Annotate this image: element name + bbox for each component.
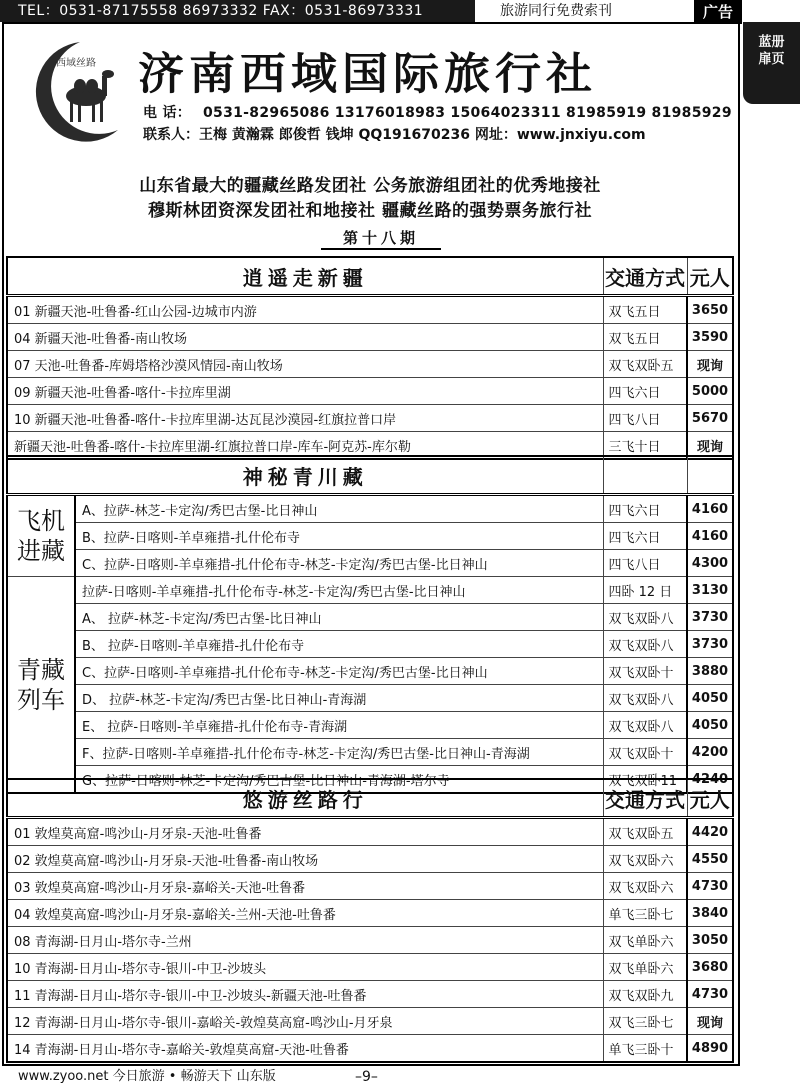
price-cell: 3130: [687, 577, 733, 604]
category-train: 青藏列车: [7, 577, 75, 794]
footer-site: www.zyoo.net 今日旅游 • 畅游天下 山东版: [18, 1069, 276, 1084]
table-row: [7, 1035, 733, 1063]
price-cell: 3680: [687, 954, 733, 981]
table-row: [7, 818, 733, 846]
tibet-table: [6, 455, 734, 794]
route-cell: 10 青海湖-日月山-塔尔寺-银川-中卫-沙坡头: [7, 954, 603, 981]
route-cell: C、拉萨-日喀则-羊卓雍措-扎什伦布寺-林芝-卡定沟/秀巴古堡-比日神山: [75, 658, 603, 685]
table-row: [7, 351, 733, 378]
category-air: 飞机进藏: [7, 495, 75, 577]
mode-cell: 双飞双卧11: [603, 766, 687, 794]
table-row: [7, 981, 733, 1008]
section-header: [7, 779, 733, 818]
table-row: [7, 954, 733, 981]
phone-label: 电 话：: [143, 105, 192, 121]
mode-cell: 双飞单卧六: [603, 927, 687, 954]
table-row: [7, 658, 733, 685]
side-tab-line1: 蓝册: [758, 35, 785, 50]
route-cell: C、拉萨-日喀则-羊卓雍措-扎什伦布寺-林芝-卡定沟/秀巴古堡-比日神山: [75, 550, 603, 577]
section-title: 悠游丝路行: [7, 779, 603, 818]
price-cell: 4890: [687, 1035, 733, 1063]
table-row: [7, 577, 733, 604]
mode-cell: 四飞八日: [603, 550, 687, 577]
route-cell: 11 青海湖-日月山-塔尔寺-银川-中卫-沙坡头-新疆天池-吐鲁番: [7, 981, 603, 1008]
mode-cell: 双飞双卧八: [603, 631, 687, 658]
price-cell: 4730: [687, 873, 733, 900]
crescent-camel-icon: [18, 34, 138, 144]
route-cell: 新疆天池-吐鲁番-喀什-卡拉库里湖-红旗拉普口岸-库车-阿克苏-库尔勒: [7, 432, 603, 460]
price-cell: 4730: [687, 981, 733, 1008]
page-footer: [0, 1068, 740, 1086]
route-cell: 08 青海湖-日月山-塔尔寺-兰州: [7, 927, 603, 954]
route-cell: F、拉萨-日喀则-羊卓雍措-扎什伦布寺-林芝-卡定沟/秀巴古堡-比日神山-青海湖: [75, 739, 603, 766]
price-header: 元人: [687, 779, 733, 818]
mode-cell: 双飞双卧十: [603, 658, 687, 685]
mode-cell: 双飞双卧八: [603, 685, 687, 712]
price-cell: 3050: [687, 927, 733, 954]
price-cell: 现询: [687, 432, 733, 460]
price-header-blank: [687, 456, 733, 495]
price-cell: 3730: [687, 631, 733, 658]
price-cell: 3650: [687, 296, 733, 324]
price-cell: 4550: [687, 846, 733, 873]
phone-numbers: 0531-82965086 13176018983 15064023311 81985919 81985929: [203, 105, 732, 121]
mode-header: 交通方式: [603, 779, 687, 818]
route-cell: 12 青海湖-日月山-塔尔寺-银川-嘉峪关-敦煌莫高窟-鸣沙山-月牙泉: [7, 1008, 603, 1035]
price-cell: 4160: [687, 495, 733, 523]
table-row: [7, 846, 733, 873]
table-row: [7, 495, 733, 523]
route-cell: A、拉萨-林芝-卡定沟/秀巴古堡-比日神山: [75, 495, 603, 523]
mode-cell: 四飞六日: [603, 523, 687, 550]
price-cell: 5000: [687, 378, 733, 405]
route-cell: E、 拉萨-日喀则-羊卓雍措-扎什伦布寺-青海湖: [75, 712, 603, 739]
route-cell: 01 新疆天池-吐鲁番-红山公园-边城市内游: [7, 296, 603, 324]
table-row: [7, 631, 733, 658]
price-cell: 现询: [687, 1008, 733, 1035]
price-header: 元人: [687, 257, 733, 296]
mode-cell: 双飞三卧七: [603, 1008, 687, 1035]
price-cell: 现询: [687, 351, 733, 378]
logo-text: 西域丝路: [56, 58, 96, 69]
section-title: 逍遥走新疆: [7, 257, 603, 296]
xinjiang-table: [6, 256, 734, 460]
contact-strip: TEL：0531-87175558 86973332 FAX：0531-86973331: [0, 0, 475, 22]
route-cell: D、 拉萨-林芝-卡定沟/秀巴古堡-比日神山-青海湖: [75, 685, 603, 712]
table-row: [7, 550, 733, 577]
table-row: [7, 296, 733, 324]
route-cell: 拉萨-日喀则-羊卓雍措-扎什伦布寺-林芝-卡定沟/秀巴古堡-比日神山: [75, 577, 603, 604]
contacts-line: [143, 124, 646, 144]
section-title: 神秘青川藏: [7, 456, 603, 495]
price-cell: 4200: [687, 739, 733, 766]
table-row: [7, 739, 733, 766]
slogan: 旅游同行免费索刊: [500, 3, 612, 19]
route-cell: 03 敦煌莫高窟-鸣沙山-月牙泉-嘉峪关-天池-吐鲁番: [7, 873, 603, 900]
tagline-line2: 穆斯林团资深发团社和地接社 疆藏丝路的强势票务旅行社: [148, 201, 592, 221]
side-tab: [743, 22, 800, 104]
table-row: [7, 927, 733, 954]
mode-cell: 四卧 12 日: [603, 577, 687, 604]
top-bar: [0, 0, 800, 22]
mode-header: 交通方式: [603, 257, 687, 296]
route-cell: 04 新疆天池-吐鲁番-南山牧场: [7, 324, 603, 351]
price-cell: 3590: [687, 324, 733, 351]
price-cell: 3840: [687, 900, 733, 927]
mode-cell: 双飞五日: [603, 324, 687, 351]
table-row: [7, 900, 733, 927]
price-cell: 4160: [687, 523, 733, 550]
price-cell: 3730: [687, 604, 733, 631]
route-cell: 14 青海湖-日月山-塔尔寺-嘉峪关-敦煌莫高窟-天池-吐鲁番: [7, 1035, 603, 1063]
mode-cell: 双飞双卧五: [603, 818, 687, 846]
mode-cell: 单飞三卧十: [603, 1035, 687, 1063]
mode-cell: 双飞双卧八: [603, 712, 687, 739]
table-row: [7, 873, 733, 900]
table-row: [7, 378, 733, 405]
mode-cell: 双飞双卧十: [603, 739, 687, 766]
contact-label: 联系人：: [143, 127, 199, 143]
route-cell: B、拉萨-日喀则-羊卓雍措-扎什伦布寺: [75, 523, 603, 550]
company-name: 济南西域国际旅行社: [138, 48, 597, 100]
mode-cell: 双飞五日: [603, 296, 687, 324]
route-cell: 02 敦煌莫高窟-鸣沙山-月牙泉-天池-吐鲁番-南山牧场: [7, 846, 603, 873]
route-cell: 01 敦煌莫高窟-鸣沙山-月牙泉-天池-吐鲁番: [7, 818, 603, 846]
table-row: [7, 712, 733, 739]
price-cell: 4050: [687, 685, 733, 712]
tagline: [0, 174, 740, 224]
table-row: [7, 324, 733, 351]
section-header: [7, 456, 733, 495]
tagline-line1: 山东省最大的疆藏丝路发团社 公务旅游组团社的优秀地接社: [139, 176, 601, 196]
route-cell: B、 拉萨-日喀则-羊卓雍措-扎什伦布寺: [75, 631, 603, 658]
issue-number: 第十八期: [321, 228, 441, 250]
price-cell: 4420: [687, 818, 733, 846]
page-number: –9–: [355, 1069, 378, 1085]
phone-line: [143, 102, 732, 122]
mode-cell: 双飞单卧六: [603, 954, 687, 981]
side-tab-line2: 扉页: [758, 52, 785, 67]
route-cell: 07 天池-吐鲁番-库姆塔格沙漠风情园-南山牧场: [7, 351, 603, 378]
route-cell: 10 新疆天池-吐鲁番-喀什-卡拉库里湖-达瓦昆沙漠园-红旗拉普口岸: [7, 405, 603, 432]
mode-cell: 双飞双卧六: [603, 846, 687, 873]
silkroad-table: [6, 778, 734, 1063]
table-row: [7, 405, 733, 432]
mode-cell: 三飞十日: [603, 432, 687, 460]
price-cell: 4050: [687, 712, 733, 739]
route-cell: 04 敦煌莫高窟-鸣沙山-月牙泉-嘉峪关-兰州-天池-吐鲁番: [7, 900, 603, 927]
price-cell: 3880: [687, 658, 733, 685]
table-row: [7, 685, 733, 712]
price-cell: 4240: [687, 766, 733, 794]
mode-cell: 四飞八日: [603, 405, 687, 432]
route-cell: 09 新疆天池-吐鲁番-喀什-卡拉库里湖: [7, 378, 603, 405]
route-cell: G、拉萨-日喀则-林芝-卡定沟/秀巴古堡-比日神山-青海湖-塔尔寺: [75, 766, 603, 794]
mode-cell: 单飞三卧七: [603, 900, 687, 927]
mode-cell: 双飞双卧八: [603, 604, 687, 631]
company-logo: [18, 34, 138, 144]
table-row: [7, 523, 733, 550]
mode-cell: 四飞六日: [603, 378, 687, 405]
section-header: [7, 257, 733, 296]
table-row: [7, 1008, 733, 1035]
route-cell: A、 拉萨-林芝-卡定沟/秀巴古堡-比日神山: [75, 604, 603, 631]
mode-cell: 双飞双卧六: [603, 873, 687, 900]
mode-header-blank: [603, 456, 687, 495]
contact-names: 王梅 黄瀚霖 郎俊哲 钱坤 QQ191670236 网址：www.jnxiyu.com: [199, 127, 646, 143]
mode-cell: 双飞双卧五: [603, 351, 687, 378]
table-row: [7, 604, 733, 631]
price-cell: 5670: [687, 405, 733, 432]
mode-cell: 双飞双卧九: [603, 981, 687, 1008]
price-cell: 4300: [687, 550, 733, 577]
mode-cell: 四飞六日: [603, 495, 687, 523]
ad-tag: 广告: [694, 0, 742, 24]
